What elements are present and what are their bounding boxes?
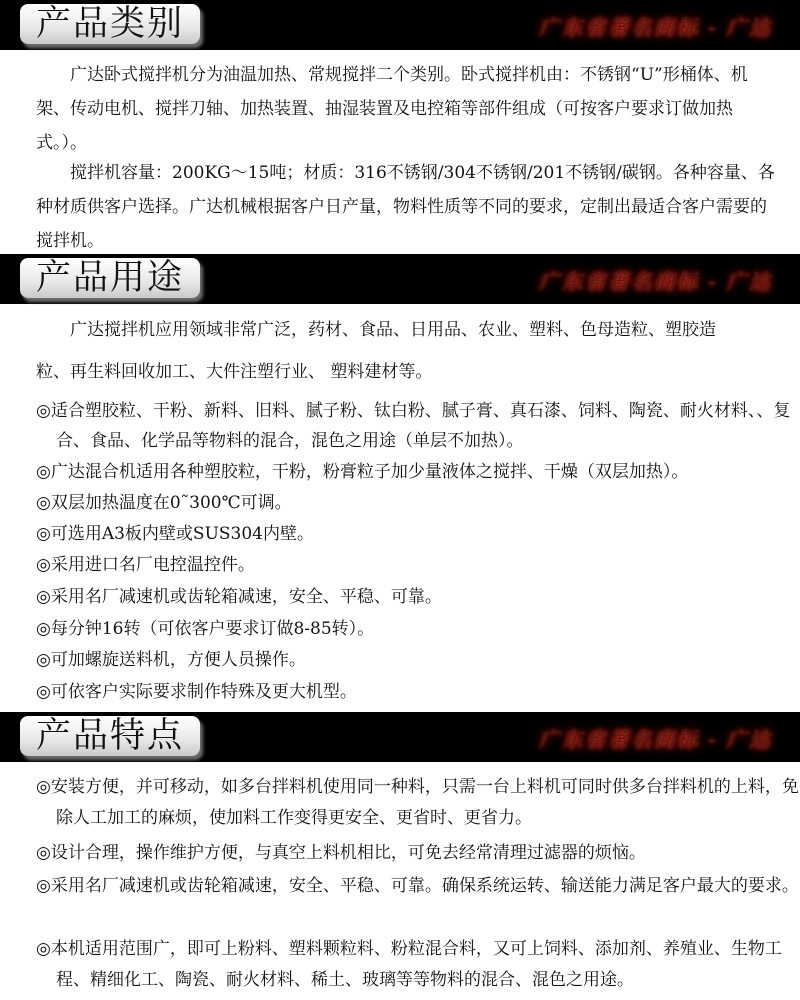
usage-bullet: ◎采用名厂减速机或齿轮箱减速，安全、平稳、可靠。 <box>36 587 442 607</box>
category-paragraph-1: 广达卧式搅拌机分为油温加热、常规搅拌二个类别。卧式搅拌机由：不锈钢“U”形桶体、机架、传动电机、搅拌刀轴、加热装置、抽湿装置及电控箱等部件组成（可按客户要求订做加热式。）。 <box>36 65 748 153</box>
brand-slogan: 广东省著名商标 - 广达 <box>538 16 772 40</box>
category-paragraph-2: 搅拌机容量：200KG～15吨；材质：316不锈钢/304不锈钢/201不锈钢/碳钢。各种容量、各种材质供客户选择。广达机械根据客户日产量，物料性质等不同的要求，定制出最适合客户需要的搅拌机。 <box>36 163 775 251</box>
usage-bullet: ◎可选用A3板内壁或SUS304内壁。 <box>36 524 314 544</box>
feature-bullet: ◎采用名厂减速机或齿轮箱减速，安全、平稳、可靠。确保系统运转、输送能力满足客户最大的要求。 <box>36 876 799 896</box>
feature-bullet: ◎安装方便，并可移动，如多台拌料机使用同一种料，只需一台上料机可同时供多台拌料机的上料，免除人工加工的麻烦，使加料工作变得更安全、更省时、更省力。 <box>36 777 799 828</box>
usage-bullet: ◎每分钟16转（可依客户要求订做8-85转）。 <box>36 619 375 639</box>
usage-bullet: ◎采用进口名厂电控温控件。 <box>36 555 255 575</box>
usage-bullet: ◎可加螺旋送料机，方便人员操作。 <box>36 650 306 670</box>
section-title-usage: 产品用途 <box>20 258 200 298</box>
feature-bullet: ◎本机适用范围广，即可上粉料、塑料颗粒料、粉粒混合料，又可上饲料、添加剂、养殖业、生物工程、精细化工、陶瓷、耐火材料、稀土、玻璃等等物料的混合、混色之用途。 <box>36 939 782 990</box>
section-title-features: 产品特点 <box>20 716 200 756</box>
usage-bullet: ◎可依客户实际要求制作特殊及更大机型。 <box>36 682 357 702</box>
section-header-usage <box>0 254 800 304</box>
brand-slogan: 广东省著名商标 - 广达 <box>538 728 772 752</box>
section-title-category: 产品类别 <box>20 4 200 44</box>
section-header-features <box>0 712 800 762</box>
usage-bullet: ◎适合塑胶粒、干粉、新料、旧料、腻子粉、钛白粉、腻子膏、真石漆、饲料、陶瓷、耐火材料、、复合、食品、化学品等物料的混合，混色之用途（单层不加热）。 <box>36 401 791 451</box>
section-header-category <box>0 0 800 50</box>
usage-intro-line-2: 粒、再生料回收加工、大件注塑行业、 塑料建材等。 <box>36 362 433 382</box>
feature-bullet: ◎设计合理，操作维护方便，与真空上料机相比，可免去经常清理过滤器的烦恼。 <box>36 843 646 863</box>
usage-bullet: ◎双层加热温度在0˜300℃可调。 <box>36 493 292 513</box>
usage-intro-line-1: 广达搅拌机应用领域非常广泛，药材、食品、日用品、农业、塑料、色母造粒、塑胶造 <box>70 320 716 340</box>
brand-slogan: 广东省著名商标 - 广达 <box>538 270 772 294</box>
usage-bullet: ◎广达混合机适用各种塑胶粒，干粉，粉膏粒子加少量液体之搅拌、干燥（双层加热）。 <box>36 462 689 482</box>
